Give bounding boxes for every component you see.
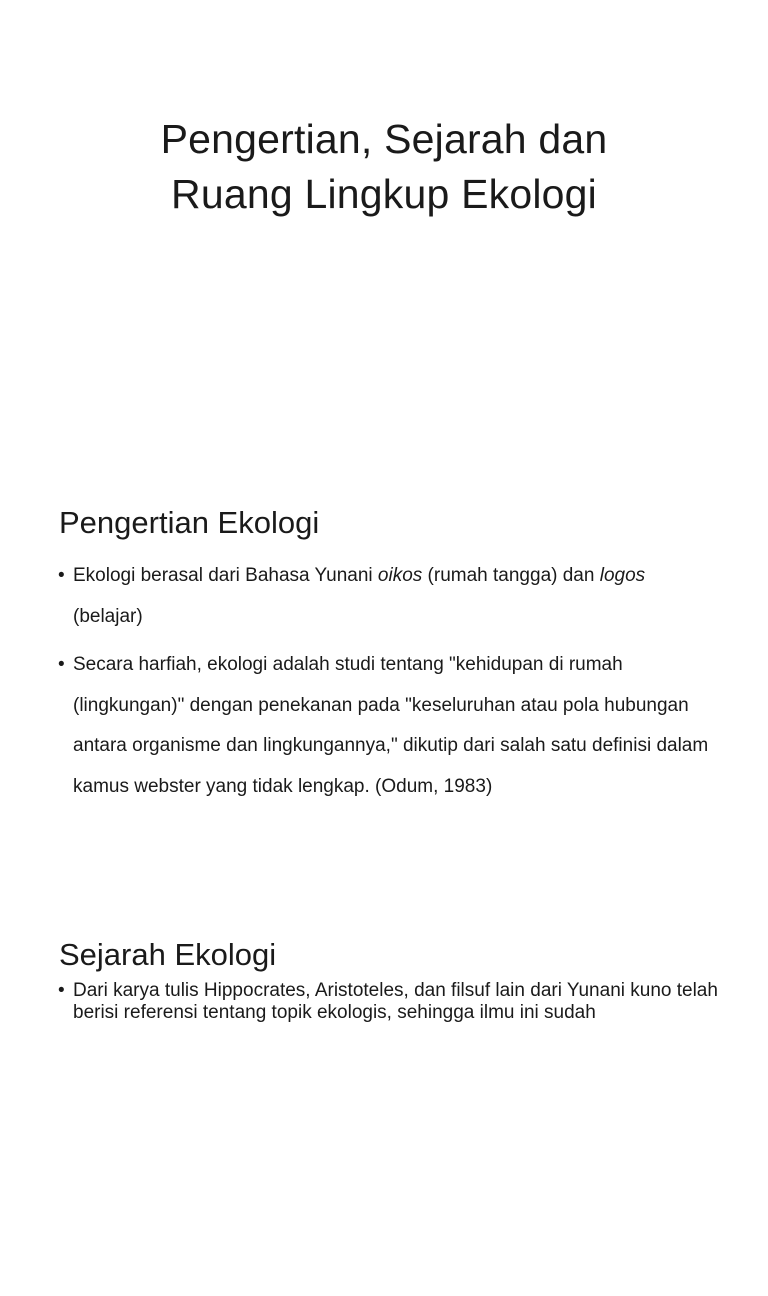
bullet-text: Ekologi berasal dari Bahasa Yunani	[73, 565, 378, 586]
bullet-item-history	[58, 980, 718, 1024]
term-logos: logos	[599, 565, 646, 586]
pengertian-slide	[0, 432, 768, 864]
section-heading: Sejarah Ekologi	[59, 936, 277, 972]
title-line-1: Pengertian, Sejarah dan	[160, 116, 608, 162]
title-slide	[0, 0, 768, 432]
bullet-text: Secara harfiah, ekologi adalah studi tentang "kehidupan di rumah (lingkungan)" dengan penekanan pada "keseluruhan atau pola hubungan antara organisme dan lingkungannya," dikutip dari salah satu definisi dalam kamus webster yang tidak lengkap. (Odum, 1983)	[73, 654, 709, 797]
bullet-text: Dari karya tulis Hippocrates, Aristoteles, dan filsuf lain dari Yunani kuno telah berisi referensi tentang topik ekologis, sehingga ilmu ini sudah	[73, 980, 718, 1023]
bullet-item-definition	[58, 645, 718, 807]
slide-title	[0, 112, 768, 222]
title-line-2: Ruang Lingkup Ekologi	[171, 171, 597, 217]
bullet-text: (rumah tangga) dan	[422, 565, 600, 586]
section-heading: Pengertian Ekologi	[59, 504, 320, 540]
sejarah-slide	[0, 864, 768, 1296]
bullet-item-etymology	[58, 556, 718, 637]
bullet-list	[58, 980, 718, 1032]
bullet-list	[58, 556, 718, 815]
bullet-text: (belajar)	[73, 605, 143, 627]
term-oikos: oikos	[377, 565, 423, 586]
